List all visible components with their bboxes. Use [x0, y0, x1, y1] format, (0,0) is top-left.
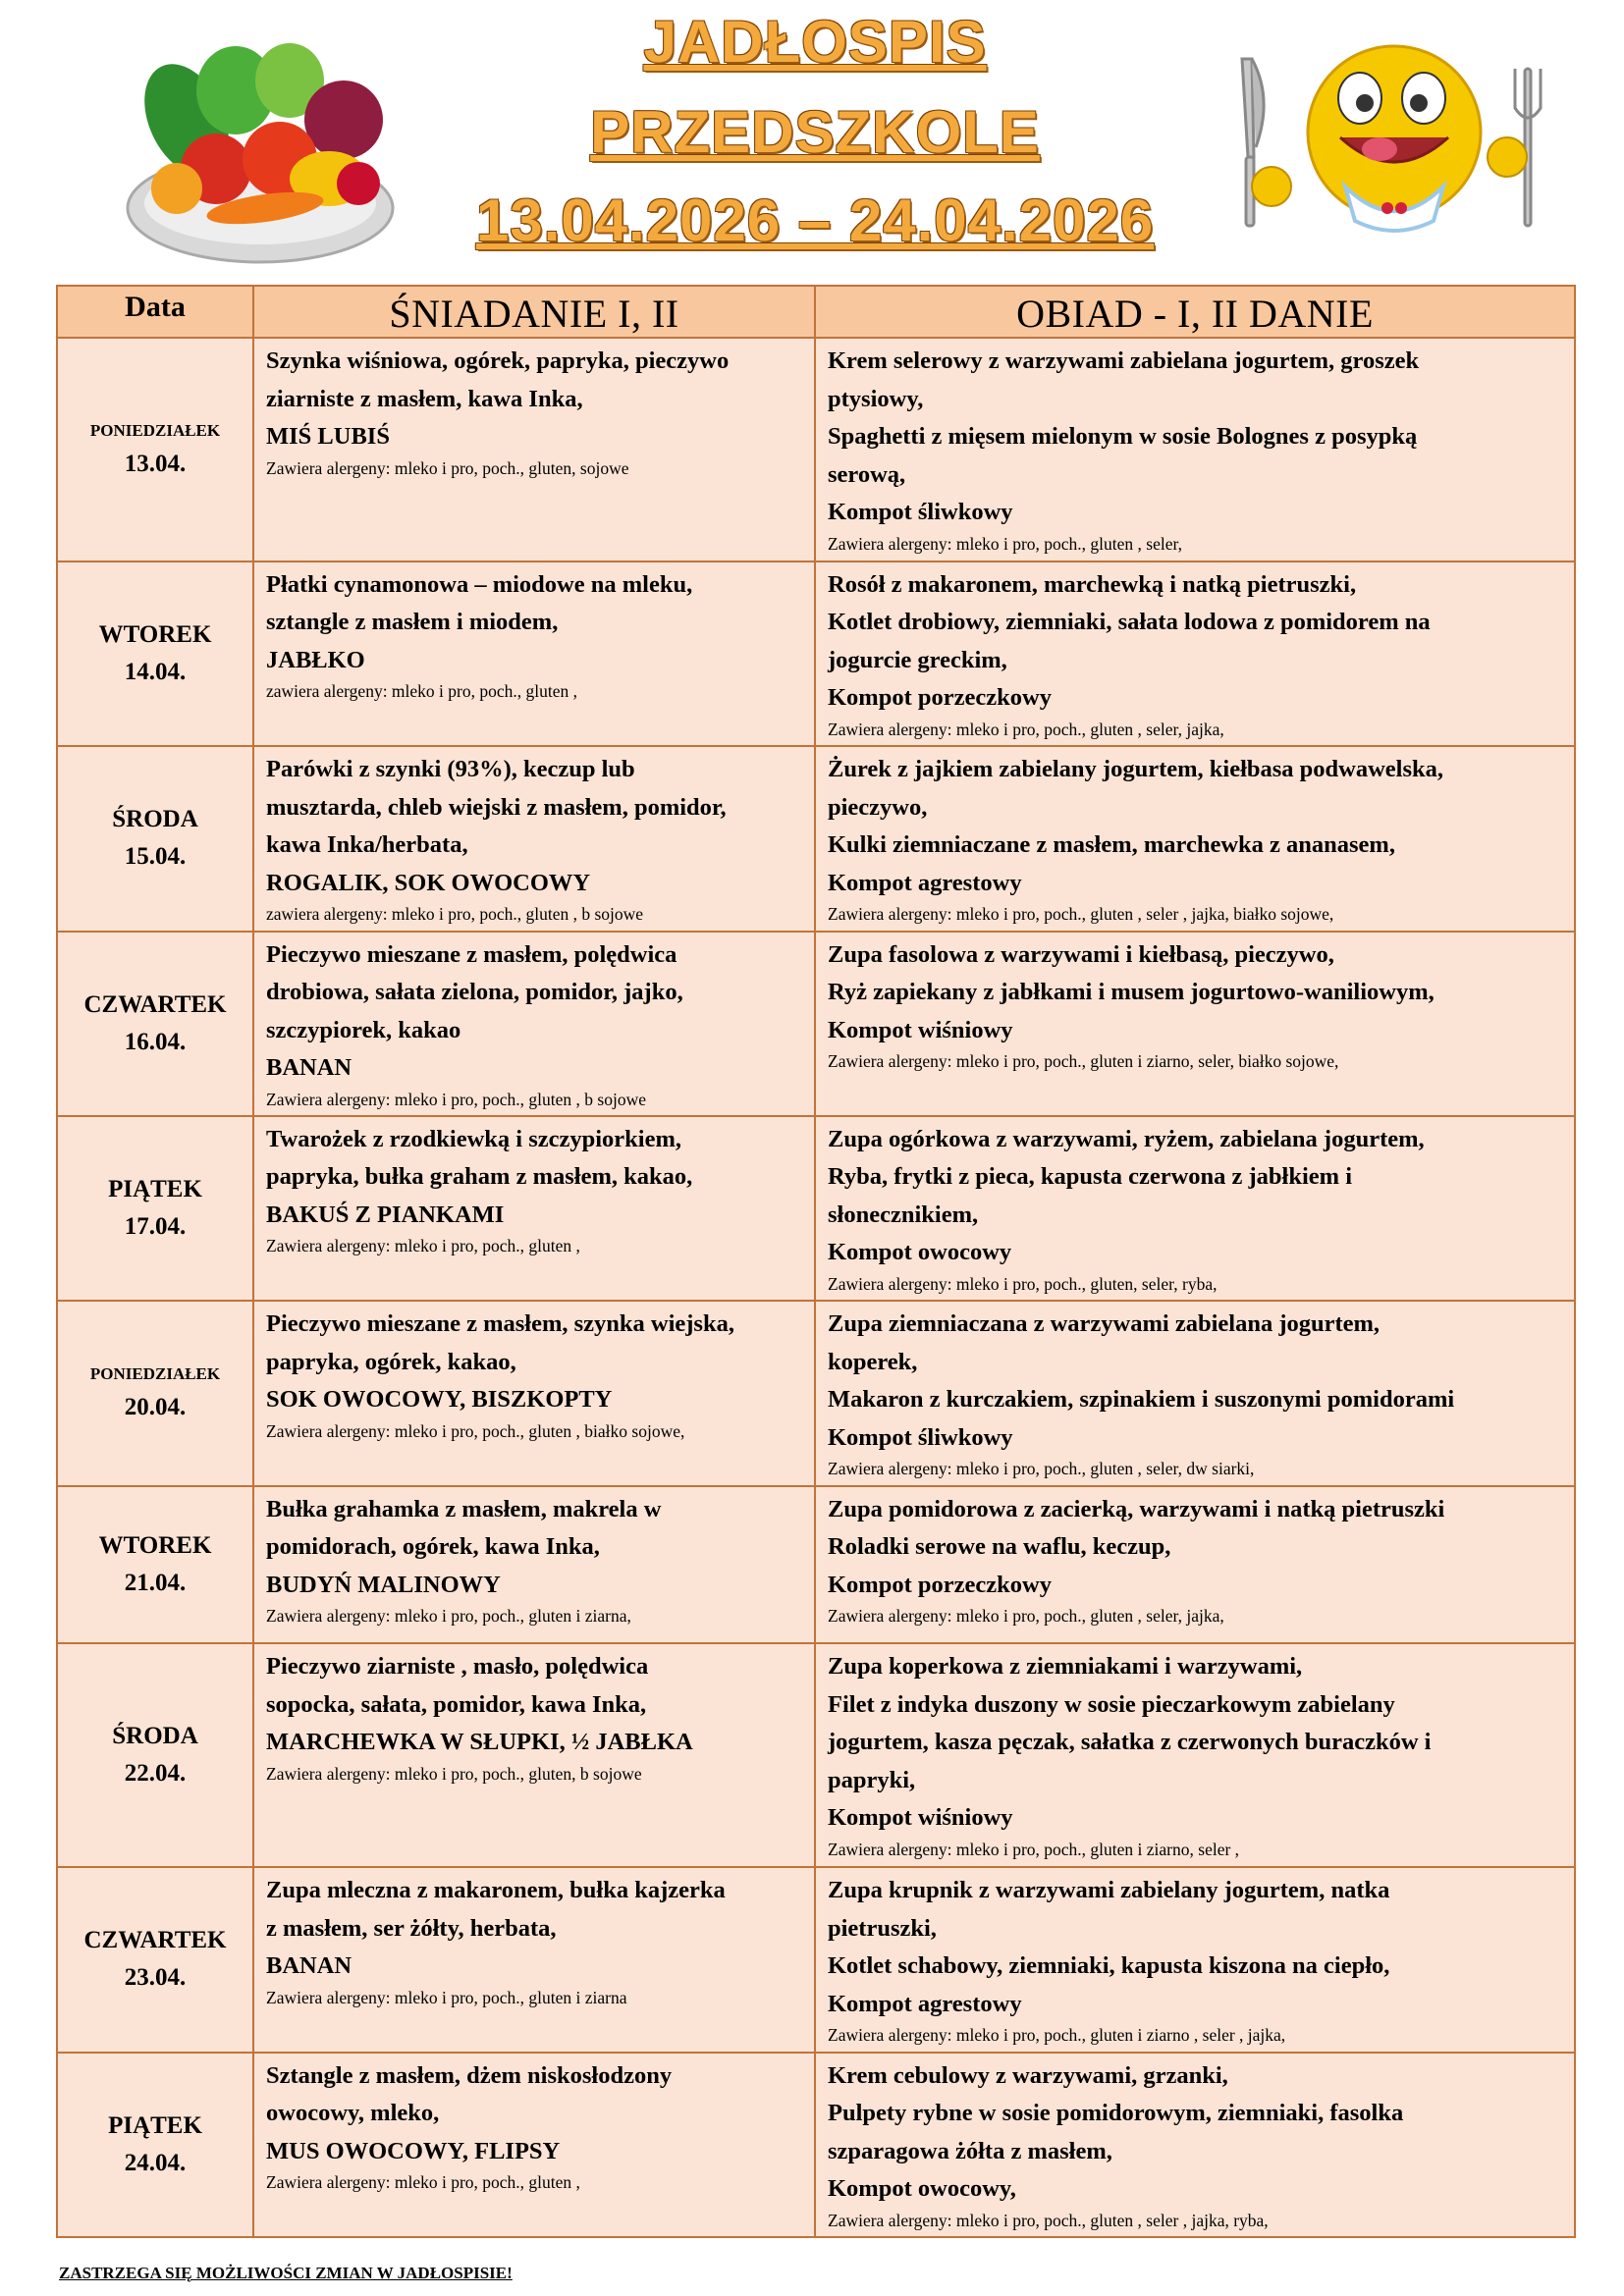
day-name: ŚRODA	[112, 1723, 198, 1750]
allergens-note: Zawiera alergeny: mleko i pro, poch., gluten, b sojowe	[266, 1763, 642, 1784]
lunch-cell	[815, 1301, 1575, 1485]
allergens-note: Zawiera alergeny: mleko i pro, poch., gluten i ziarno, seler ,	[828, 1839, 1240, 1859]
menu-line: Sztangle z masłem, dżem niskosłodzony	[266, 2061, 673, 2089]
day-date: 21.04.	[124, 1570, 187, 1597]
menu-line: serową,	[828, 460, 906, 488]
header-lunch	[815, 286, 1575, 338]
date-cell	[57, 1643, 253, 1867]
allergens-note: Zawiera alergeny: mleko i pro, poch., gluten i ziarna,	[266, 1606, 631, 1627]
header-breakfast-label: ŚNIADANIE I, II	[389, 292, 679, 336]
title-jadlospis: JADŁOSPIS	[643, 9, 987, 75]
header-date-label: Data	[125, 291, 186, 323]
menu-line: Żurek z jajkiem zabielany jogurtem, kiełbasa podwawelska,	[828, 756, 1444, 783]
header-date	[57, 286, 253, 338]
table-row	[57, 746, 1575, 931]
menu-line: Kompot śliwkowy	[828, 499, 1013, 525]
menu-line: Kompot porzeczkowy	[828, 684, 1052, 712]
menu-line: Kompot agrestowy	[828, 869, 1022, 896]
allergens-note: Zawiera alergeny: mleko i pro, poch., gluten , b sojowe	[266, 1089, 646, 1109]
menu-line: szparagowa żółta z masłem,	[828, 2137, 1112, 2164]
menu-line: Zupa ogórkowa z warzywami, ryżem, zabielana jogurtem,	[828, 1125, 1425, 1152]
menu-line: BUDYŃ MALINOWY	[266, 1571, 501, 1598]
menu-line: Kompot śliwkowy	[828, 1423, 1013, 1451]
menu-line: ROGALIK, SOK OWOCOWY	[266, 869, 591, 896]
menu-line: Krem selerowy z warzywami zabielana jogurtem, groszek	[828, 347, 1420, 374]
table-row	[57, 1486, 1575, 1644]
menu-line: papryka, ogórek, kakao,	[266, 1348, 516, 1375]
lunch-cell	[815, 1643, 1575, 1867]
header-breakfast	[253, 286, 815, 338]
table-row	[57, 1116, 1575, 1301]
footer-disclaimer: ZASTRZEGA SIĘ MOŻLIWOŚCI ZMIAN W JADŁOSPISIE!	[59, 2264, 513, 2282]
menu-line: BAKUŚ Z PIANKAMI	[266, 1201, 505, 1228]
menu-line: Kulki ziemniaczane z masłem, marchewka z ananasem,	[828, 831, 1395, 859]
allergens-note: zawiera alergeny: mleko i pro, poch., gluten ,	[266, 681, 577, 702]
allergens-note: Zawiera alergeny: mleko i pro, poch., gluten , seler, jajka,	[828, 719, 1224, 739]
menu-line: sztangle z masłem i miodem,	[266, 609, 559, 636]
breakfast-cell	[253, 2053, 815, 2237]
menu-line: Twarożek z rzodkiewką i szczypiorkiem,	[266, 1125, 682, 1152]
allergens-note: Zawiera alergeny: mleko i pro, poch., gluten, seler, ryba,	[828, 1273, 1218, 1294]
date-cell	[57, 1486, 253, 1644]
allergens-note: Zawiera alergeny: mleko i pro, poch., gluten i ziarno, seler, białko sojowe,	[828, 1051, 1339, 1072]
date-cell	[57, 1867, 253, 2052]
menu-line: koperek,	[828, 1348, 918, 1375]
day-name: PIĄTEK	[108, 2111, 202, 2139]
lunch-cell	[815, 2053, 1575, 2237]
menu-line: Pieczywo mieszane z masłem, szynka wiejska,	[266, 1310, 734, 1338]
breakfast-cell	[253, 932, 815, 1116]
menu-line: papryka, bułka graham z masłem, kakao,	[266, 1163, 693, 1191]
menu-line: z masłem, ser żółty, herbata,	[266, 1914, 557, 1942]
menu-line: Filet z indyka duszony w sosie pieczarkowym zabielany	[828, 1690, 1395, 1718]
day-name: PIĄTEK	[108, 1176, 202, 1203]
day-date: 15.04.	[124, 843, 187, 871]
allergens-note: Zawiera alergeny: mleko i pro, poch., gluten , seler, dw siarki,	[828, 1459, 1255, 1479]
date-cell	[57, 932, 253, 1116]
menu-line: Kompot agrestowy	[828, 1990, 1022, 2017]
menu-line: kawa Inka/herbata,	[266, 831, 468, 859]
menu-line: SOK OWOCOWY, BISZKOPTY	[266, 1386, 613, 1414]
table-header-row	[57, 286, 1575, 338]
menu-line: Ryba, frytki z pieca, kapusta czerwona z jabłkiem i	[828, 1163, 1353, 1191]
menu-line: Zupa koperkowa z ziemniakami i warzywami,	[828, 1653, 1303, 1681]
menu-line: Pieczywo ziarniste , masło, polędwica	[266, 1653, 649, 1681]
table-row	[57, 1643, 1575, 1867]
breakfast-cell	[253, 746, 815, 931]
menu-line: MARCHEWKA W SŁUPKI, ½ JABŁKA	[266, 1729, 693, 1756]
date-cell	[57, 746, 253, 931]
menu-line: JABŁKO	[266, 646, 365, 673]
table-row	[57, 932, 1575, 1116]
lunch-cell	[815, 1867, 1575, 2052]
menu-line: Roladki serowe na waflu, keczup,	[828, 1533, 1171, 1561]
menu-line: owocowy, mleko,	[266, 2100, 440, 2127]
lunch-cell	[815, 932, 1575, 1116]
lunch-cell	[815, 338, 1575, 561]
menu-line: papryki,	[828, 1766, 916, 1793]
menu-line: słonecznikiem,	[828, 1201, 979, 1228]
menu-line: Krem cebulowy z warzywami, grzanki,	[828, 2061, 1228, 2089]
menu-line: ziarniste z masłem, kawa Inka,	[266, 385, 583, 412]
date-cell	[57, 1116, 253, 1301]
menu-line: Zupa ziemniaczana z warzywami zabielana jogurtem,	[828, 1310, 1380, 1338]
lunch-cell	[815, 746, 1575, 931]
day-date: 16.04.	[124, 1028, 187, 1055]
allergens-note: Zawiera alergeny: mleko i pro, poch., gluten i ziarna	[266, 1987, 627, 2007]
allergens-note: Zawiera alergeny: mleko i pro, poch., gluten , seler, jajka,	[828, 1606, 1224, 1627]
menu-line: Pulpety rybne w sosie pomidorowym, ziemniaki, fasolka	[828, 2100, 1404, 2127]
table-row	[57, 2053, 1575, 2237]
date-cell	[57, 338, 253, 561]
menu-line: sopocka, sałata, pomidor, kawa Inka,	[266, 1690, 647, 1718]
menu-line: Kompot wiśniowy	[828, 1016, 1013, 1043]
menu-line: Rosół z makaronem, marchewką i natką pietruszki,	[828, 570, 1357, 598]
allergens-note: Zawiera alergeny: mleko i pro, poch., gluten , białko sojowe,	[266, 1420, 685, 1441]
menu-line: drobiowa, sałata zielona, pomidor, jajko,	[266, 979, 683, 1006]
day-name: PONIEDZIAŁEK	[89, 420, 221, 440]
vegetables-plate-image	[118, 12, 403, 277]
menu-table	[56, 285, 1576, 2238]
title-date-range: 13.04.2026 – 24.04.2026	[475, 187, 1155, 253]
menu-line: Kotlet drobiowy, ziemniaki, sałata lodowa z pomidorem na	[828, 609, 1431, 636]
menu-line: Makaron z kurczakiem, szpinakiem i suszonymi pomidorami	[828, 1386, 1455, 1414]
menu-line: MIŚ LUBIŚ	[266, 423, 390, 450]
menu-line: musztarda, chleb wiejski z masłem, pomidor,	[266, 793, 727, 821]
menu-line: Zupa mleczna z makaronem, bułka kajzerka	[266, 1877, 726, 1904]
allergens-note: Zawiera alergeny: mleko i pro, poch., gluten , seler , jajka, białko sojowe,	[828, 904, 1334, 925]
menu-line: Parówki z szynki (93%), keczup lub	[266, 756, 635, 783]
menu-line: Bułka grahamka z masłem, makrela w	[266, 1495, 662, 1522]
table-row	[57, 1867, 1575, 2052]
allergens-note: Zawiera alergeny: mleko i pro, poch., gluten i ziarno , seler , jajka,	[828, 2025, 1286, 2046]
menu-line: MUS OWOCOWY, FLIPSY	[266, 2137, 561, 2164]
menu-line: BANAN	[266, 1952, 352, 1980]
menu-line: BANAN	[266, 1054, 352, 1082]
breakfast-cell	[253, 1486, 815, 1644]
menu-line: Pieczywo mieszane z masłem, polędwica	[266, 940, 677, 968]
allergens-note: Zawiera alergeny: mleko i pro, poch., gluten ,	[266, 1236, 580, 1256]
date-cell	[57, 561, 253, 746]
lunch-cell	[815, 1116, 1575, 1301]
menu-line: jogurtem, kasza pęczak, sałatka z czerwonych buraczków i	[828, 1729, 1432, 1756]
menu-line: Kompot porzeczkowy	[828, 1571, 1052, 1598]
day-date: 20.04.	[124, 1394, 187, 1421]
date-cell	[57, 1301, 253, 1485]
smiley-chef-image	[1213, 39, 1566, 245]
day-name: ŚRODA	[112, 806, 198, 833]
breakfast-cell	[253, 1867, 815, 2052]
menu-line: Ryż zapiekany z jabłkami i musem jogurtowo-waniliowym,	[828, 979, 1435, 1006]
day-name: CZWARTEK	[83, 1927, 227, 1954]
table-row	[57, 1301, 1575, 1485]
allergens-note: Zawiera alergeny: mleko i pro, poch., gluten ,	[266, 2172, 580, 2193]
day-date: 17.04.	[124, 1213, 187, 1241]
menu-line: Spaghetti z mięsem mielonym w sosie Bolognes z posypką	[828, 423, 1418, 450]
day-date: 13.04.	[124, 450, 187, 477]
menu-line: Zupa fasolowa z warzywami i kiełbasą, pieczywo,	[828, 940, 1334, 968]
menu-line: Kompot owocowy,	[828, 2175, 1016, 2203]
lunch-cell	[815, 1486, 1575, 1644]
day-date: 24.04.	[124, 2149, 187, 2176]
day-name: WTOREK	[98, 620, 212, 648]
menu-line: Kompot wiśniowy	[828, 1804, 1013, 1832]
date-cell	[57, 2053, 253, 2237]
header-lunch-label: OBIAD - I, II DANIE	[1016, 292, 1374, 336]
menu-line: pietruszki,	[828, 1914, 937, 1942]
allergens-note: zawiera alergeny: mleko i pro, poch., gluten , b sojowe	[266, 904, 644, 925]
day-date: 22.04.	[124, 1760, 187, 1788]
menu-line: Zupa pomidorowa z zacierką, warzywami i natką pietruszki	[828, 1495, 1445, 1522]
breakfast-cell	[253, 1116, 815, 1301]
day-date: 14.04.	[124, 658, 187, 685]
menu-line: pieczywo,	[828, 793, 928, 821]
menu-line: Kompot owocowy	[828, 1239, 1012, 1266]
table-row	[57, 561, 1575, 746]
menu-line: pomidorach, ogórek, kawa Inka,	[266, 1533, 600, 1561]
allergens-note: Zawiera alergeny: mleko i pro, poch., gluten , seler , jajka, ryba,	[828, 2210, 1269, 2230]
day-date: 23.04.	[124, 1964, 187, 1992]
day-name: PONIEDZIAŁEK	[89, 1364, 221, 1384]
breakfast-cell	[253, 1301, 815, 1485]
menu-line: Zupa krupnik z warzywami zabielany jogurtem, natka	[828, 1877, 1390, 1904]
menu-line: ptysiowy,	[828, 385, 924, 412]
breakfast-cell	[253, 561, 815, 746]
title-przedszkole: PRZEDSZKOLE	[590, 99, 1040, 165]
menu-line: szczypiorek, kakao	[266, 1016, 461, 1043]
table-row	[57, 338, 1575, 561]
menu-line: Kotlet schabowy, ziemniaki, kapusta kiszona na ciepło,	[828, 1952, 1390, 1980]
day-name: WTOREK	[98, 1532, 212, 1560]
breakfast-cell	[253, 1643, 815, 1867]
allergens-note: Zawiera alergeny: mleko i pro, poch., gluten, sojowe	[266, 457, 629, 478]
menu-line: jogurcie greckim,	[828, 646, 1007, 673]
lunch-cell	[815, 561, 1575, 746]
breakfast-cell	[253, 338, 815, 561]
menu-line: Szynka wiśniowa, ogórek, papryka, pieczywo	[266, 347, 730, 374]
allergens-note: Zawiera alergeny: mleko i pro, poch., gluten , seler,	[828, 533, 1183, 554]
menu-line: Płatki cynamonowa – miodowe na mleku,	[266, 570, 693, 598]
day-name: CZWARTEK	[83, 990, 227, 1018]
